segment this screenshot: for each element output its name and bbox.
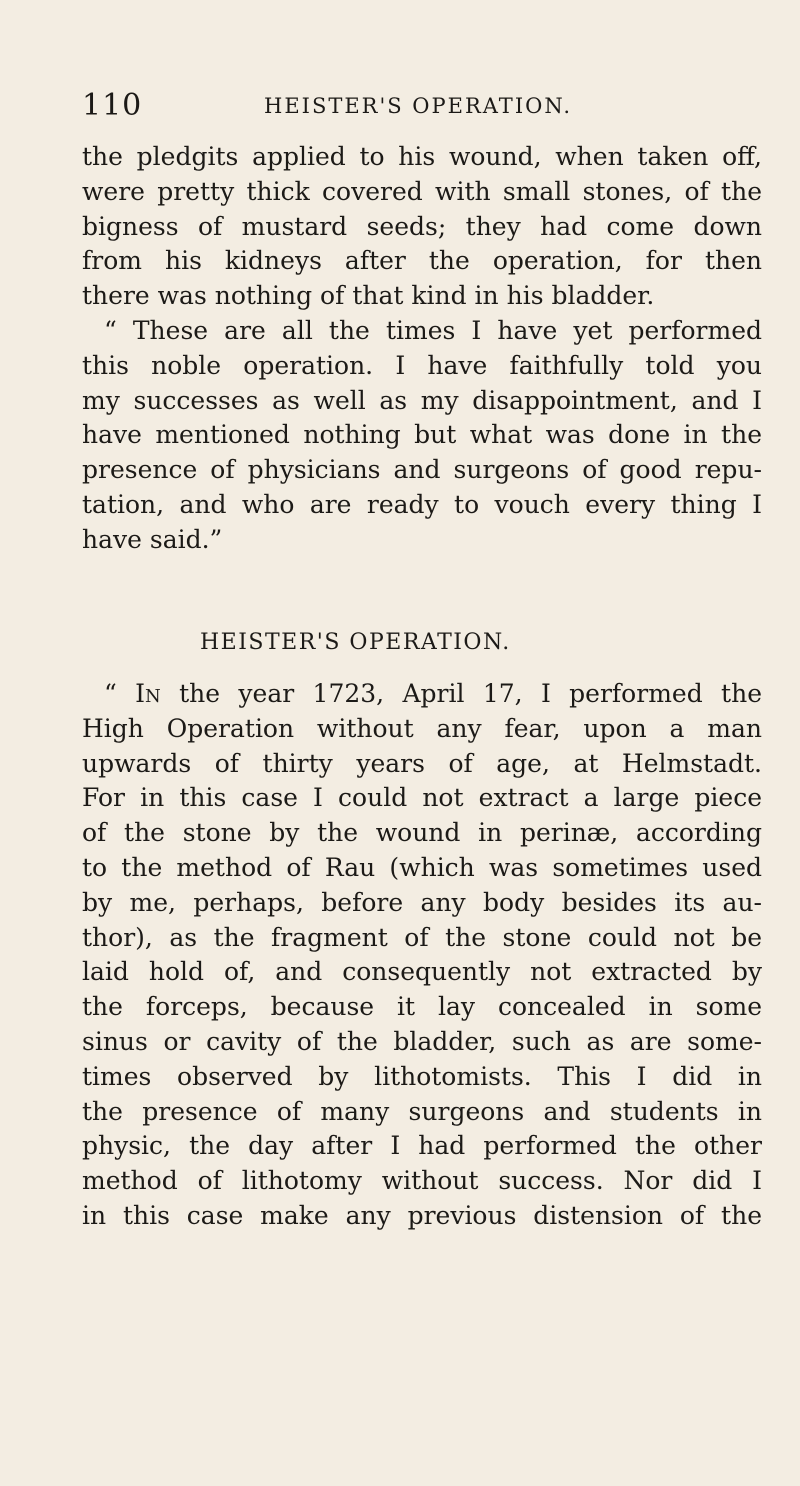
- text-line: the presence of many surgeons and students in: [82, 1096, 762, 1126]
- text-line: “ These are all the times I have yet performed: [104, 316, 762, 345]
- text-line: thor), as the fragment of the stone could not be: [82, 922, 762, 952]
- text-line: this noble operation. I have faithfully told you: [82, 350, 762, 380]
- text-line: by me, perhaps, before any body besides its au-: [82, 887, 762, 917]
- paragraph-1: [82, 140, 762, 314]
- text-line: High Operation without any fear, upon a man: [82, 713, 762, 743]
- text-line: the forceps, because it lay concealed in some: [82, 992, 762, 1022]
- text-line: in this case make any previous distension of the: [82, 1200, 762, 1230]
- running-head: HEISTER'S OPERATION.: [264, 94, 573, 118]
- text-line: method of lithotomy without success. Nor did I: [82, 1166, 762, 1196]
- text-line: of the stone by the wound in perinæ, according: [82, 818, 762, 848]
- small-caps-word: In: [135, 679, 161, 708]
- section-heading: HEISTER'S OPERATION.: [200, 630, 511, 655]
- text-line: presence of physicians and surgeons of good repu-: [82, 455, 762, 485]
- text-line: upwards of thirty years of age, at Helmstadt.: [82, 748, 762, 778]
- text-line: were pretty thick covered with small stones, of the: [82, 176, 762, 206]
- paragraph-3: [82, 677, 762, 1234]
- first-line-text: the year 1723, April 17, I performed the: [160, 679, 762, 708]
- text-line: physic, the day after I had performed the other: [82, 1131, 762, 1161]
- text-line: there was nothing of that kind in his bladder.: [82, 281, 655, 311]
- opening-quote: “: [104, 679, 136, 708]
- text-line: the pledgits applied to his wound, when taken off,: [82, 142, 762, 171]
- text-line: to the method of Rau (which was sometimes used: [82, 852, 762, 882]
- text-line: laid hold of, and consequently not extracted by: [82, 957, 762, 987]
- text-line: [82, 677, 762, 712]
- page-number: 110: [82, 88, 143, 123]
- text-line: my successes as well as my disappointment, and I: [82, 385, 762, 415]
- text-line: have said.”: [82, 524, 223, 554]
- text-line: from his kidneys after the operation, for then: [82, 246, 762, 276]
- paragraph-2: [82, 314, 762, 558]
- text-line: times observed by lithotomists. This I did in: [82, 1061, 762, 1091]
- text-line: bigness of mustard seeds; they had come down: [82, 211, 762, 241]
- page-header: [82, 86, 742, 126]
- text-line: For in this case I could not extract a large piece: [82, 783, 762, 813]
- text-line: have mentioned nothing but what was done in the: [82, 420, 762, 450]
- text-line: tation, and who are ready to vouch every thing I: [82, 489, 762, 519]
- text-line: sinus or cavity of the bladder, such as are some-: [82, 1026, 762, 1056]
